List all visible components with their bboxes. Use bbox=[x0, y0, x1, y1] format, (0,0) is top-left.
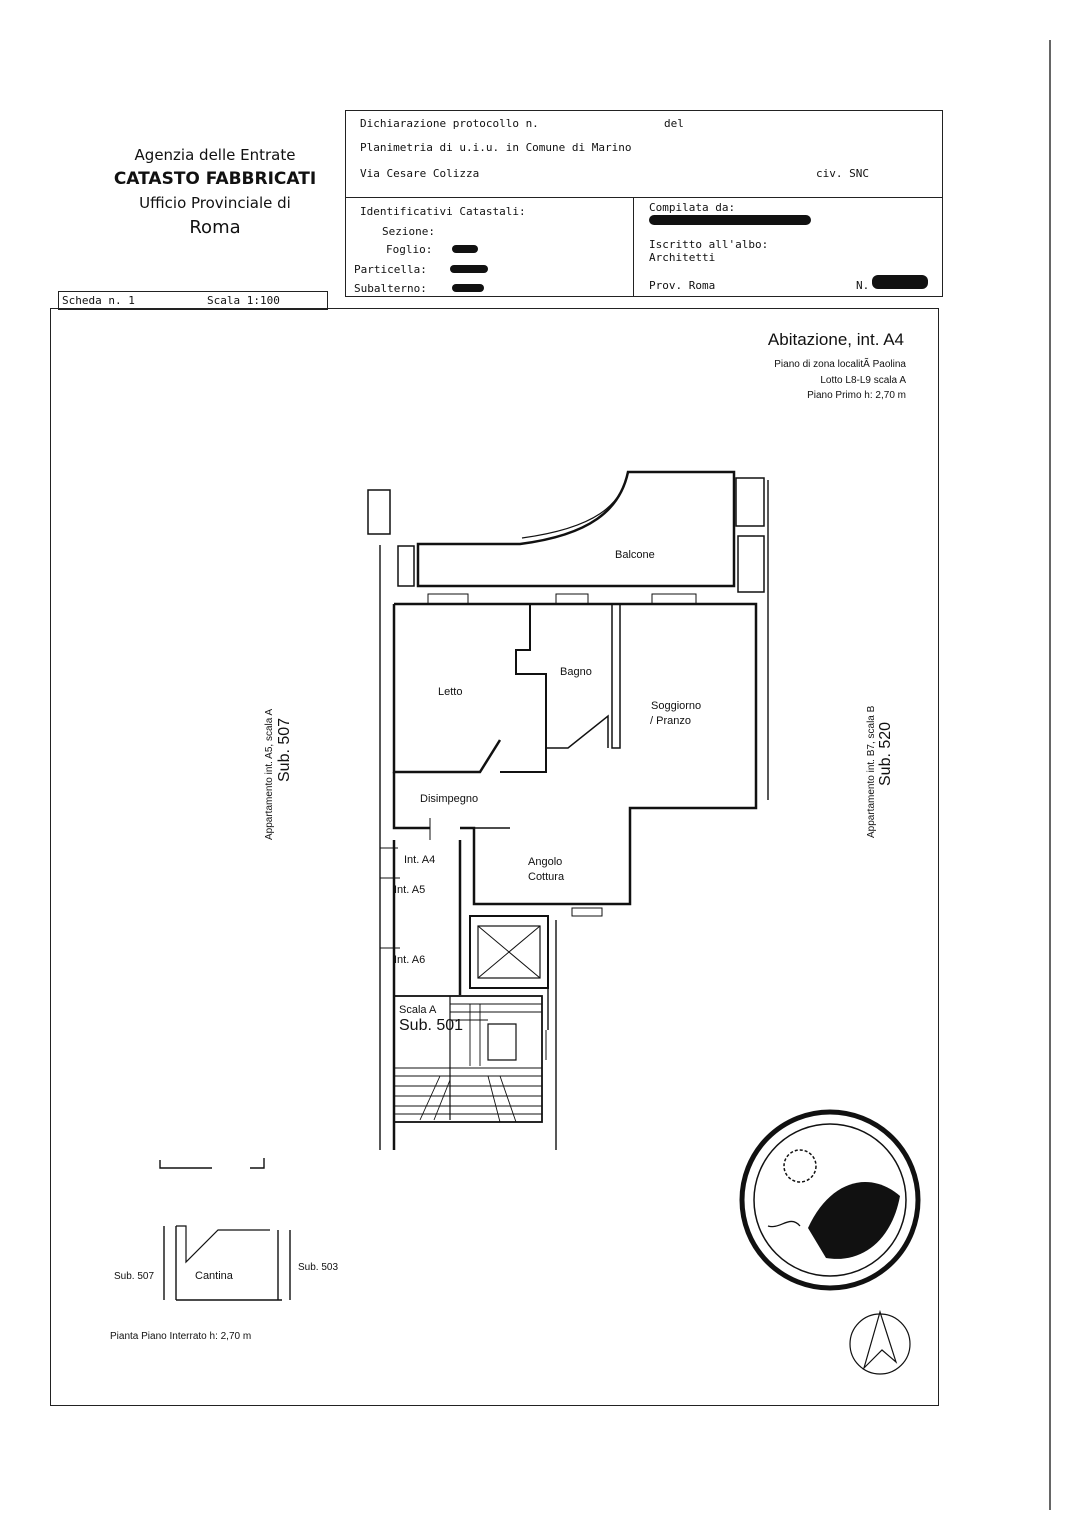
label-scala-a: Scala A bbox=[399, 1004, 437, 1016]
cadastral-title: Identificativi Catastali: bbox=[360, 205, 526, 218]
basement-caption: Pianta Piano Interrato h: 2,70 m bbox=[110, 1331, 252, 1342]
protocol-label: Dichiarazione protocollo n. bbox=[360, 117, 539, 130]
label-int-a4: Int. A4 bbox=[404, 854, 436, 866]
compiled-by-label: Compilata da: bbox=[649, 201, 736, 214]
room-angolo: Angolo bbox=[528, 856, 563, 868]
civic-number: civ. SNC bbox=[816, 167, 869, 180]
subalterno-label: Subalterno: bbox=[354, 282, 427, 295]
architect-seal bbox=[742, 1112, 918, 1288]
scan-edge-line bbox=[1049, 40, 1051, 1510]
label-sub-501: Sub. 501 bbox=[399, 1017, 464, 1034]
room-soggiorno: Soggiorno bbox=[651, 700, 702, 712]
north-arrow bbox=[850, 1312, 910, 1374]
date-label: del bbox=[664, 117, 684, 130]
unit-location: Piano di zona localitÃ Paolina bbox=[774, 359, 906, 370]
right-neighbor-sub: Sub. 520 bbox=[877, 721, 894, 786]
left-neighbor-sub: Sub. 507 bbox=[276, 717, 293, 782]
street-line: Via Cesare Colizza bbox=[360, 167, 480, 180]
registered-label: Iscritto all'albo: bbox=[649, 238, 769, 251]
profession-label: Architetti bbox=[649, 251, 716, 264]
unit-lot: Lotto L8-L9 scala A bbox=[820, 375, 906, 386]
room-balcone: Balcone bbox=[615, 549, 655, 561]
right-neighbor-label: Appartamento int. B7, scala B bbox=[866, 705, 877, 838]
left-neighbor-label: Appartamento int. A5, scala A bbox=[264, 708, 275, 840]
agency-name: Agenzia delle Entrate bbox=[134, 146, 296, 164]
sezione-label: Sezione: bbox=[382, 225, 435, 238]
basement-right-sub: Sub. 503 bbox=[298, 1262, 339, 1273]
label-int-a6: Int. A6 bbox=[394, 954, 426, 966]
room-cottura: Cottura bbox=[528, 871, 565, 883]
foglio-label: Foglio: bbox=[386, 243, 433, 256]
unit-floor: Piano Primo h: 2,70 m bbox=[807, 390, 906, 401]
office-city: Roma bbox=[189, 217, 241, 238]
unit-title: Abitazione, int. A4 bbox=[767, 330, 904, 349]
particella-label: Particella: bbox=[354, 263, 427, 276]
basement-cantina: Cantina bbox=[195, 1270, 233, 1282]
province-label: Prov. Roma bbox=[649, 279, 716, 292]
room-disimpegno: Disimpegno bbox=[420, 793, 479, 805]
scala-label: Scala 1:100 bbox=[207, 294, 280, 307]
scheda-label: Scheda n. 1 bbox=[62, 294, 135, 307]
room-letto: Letto bbox=[438, 686, 463, 698]
room-bagno: Bagno bbox=[560, 666, 592, 678]
planimetry-line: Planimetria di u.i.u. in Comune di Marino bbox=[360, 141, 632, 154]
room-pranzo: / Pranzo bbox=[650, 715, 691, 727]
basement-left-sub: Sub. 507 bbox=[114, 1271, 155, 1282]
number-label: N. bbox=[856, 279, 870, 292]
catasto-title: CATASTO FABBRICATI bbox=[113, 169, 317, 189]
office-name: Ufficio Provinciale di bbox=[139, 194, 291, 212]
label-int-a5: Int. A5 bbox=[394, 884, 426, 896]
